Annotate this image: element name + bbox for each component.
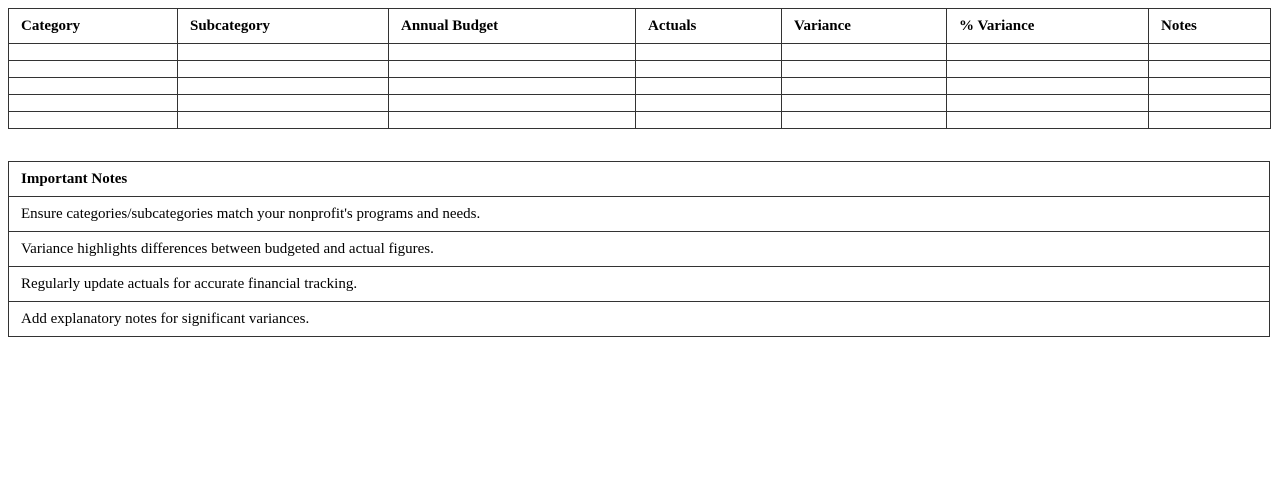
table-cell[interactable] (178, 112, 389, 129)
notes-heading-row (9, 162, 1270, 197)
table-cell[interactable] (947, 112, 1149, 129)
note-text: Ensure categories/subcategories match your nonprofit's programs and needs. (9, 197, 1270, 232)
budget-table (8, 8, 1271, 129)
table-cell[interactable] (636, 44, 782, 61)
notes-heading: Important Notes (9, 162, 1270, 197)
table-cell[interactable] (389, 112, 636, 129)
note-text: Add explanatory notes for significant variances. (9, 302, 1270, 337)
table-cell[interactable] (9, 78, 178, 95)
table-cell[interactable] (782, 61, 947, 78)
table-cell[interactable] (389, 44, 636, 61)
table-cell[interactable] (636, 112, 782, 129)
header-subcategory: Subcategory (178, 9, 389, 44)
header-annual-budget: Annual Budget (389, 9, 636, 44)
table-cell[interactable] (636, 78, 782, 95)
table-cell[interactable] (1149, 95, 1271, 112)
table-cell[interactable] (636, 95, 782, 112)
note-text: Variance highlights differences between budgeted and actual figures. (9, 232, 1270, 267)
table-row (9, 95, 1271, 112)
table-cell[interactable] (947, 95, 1149, 112)
table-cell[interactable] (178, 78, 389, 95)
table-cell[interactable] (9, 44, 178, 61)
table-cell[interactable] (9, 95, 178, 112)
list-item (9, 232, 1270, 267)
table-cell[interactable] (178, 44, 389, 61)
table-cell[interactable] (178, 95, 389, 112)
list-item (9, 302, 1270, 337)
header-percent-variance: % Variance (947, 9, 1149, 44)
table-cell[interactable] (782, 44, 947, 61)
table-cell[interactable] (782, 78, 947, 95)
table-row (9, 61, 1271, 78)
table-cell[interactable] (389, 61, 636, 78)
table-header-row (9, 9, 1271, 44)
table-row (9, 44, 1271, 61)
table-cell[interactable] (636, 61, 782, 78)
header-category: Category (9, 9, 178, 44)
list-item (9, 197, 1270, 232)
table-cell[interactable] (1149, 78, 1271, 95)
header-variance: Variance (782, 9, 947, 44)
table-cell[interactable] (782, 95, 947, 112)
table-row (9, 112, 1271, 129)
table-cell[interactable] (1149, 112, 1271, 129)
table-cell[interactable] (389, 78, 636, 95)
header-notes: Notes (1149, 9, 1271, 44)
table-cell[interactable] (1149, 44, 1271, 61)
header-actuals: Actuals (636, 9, 782, 44)
list-item (9, 267, 1270, 302)
table-cell[interactable] (947, 44, 1149, 61)
table-cell[interactable] (9, 112, 178, 129)
table-cell[interactable] (1149, 61, 1271, 78)
table-row (9, 78, 1271, 95)
table-cell[interactable] (178, 61, 389, 78)
table-cell[interactable] (782, 112, 947, 129)
table-cell[interactable] (947, 61, 1149, 78)
table-cell[interactable] (947, 78, 1149, 95)
table-cell[interactable] (9, 61, 178, 78)
table-cell[interactable] (389, 95, 636, 112)
note-text: Regularly update actuals for accurate financial tracking. (9, 267, 1270, 302)
important-notes-table (8, 161, 1270, 337)
